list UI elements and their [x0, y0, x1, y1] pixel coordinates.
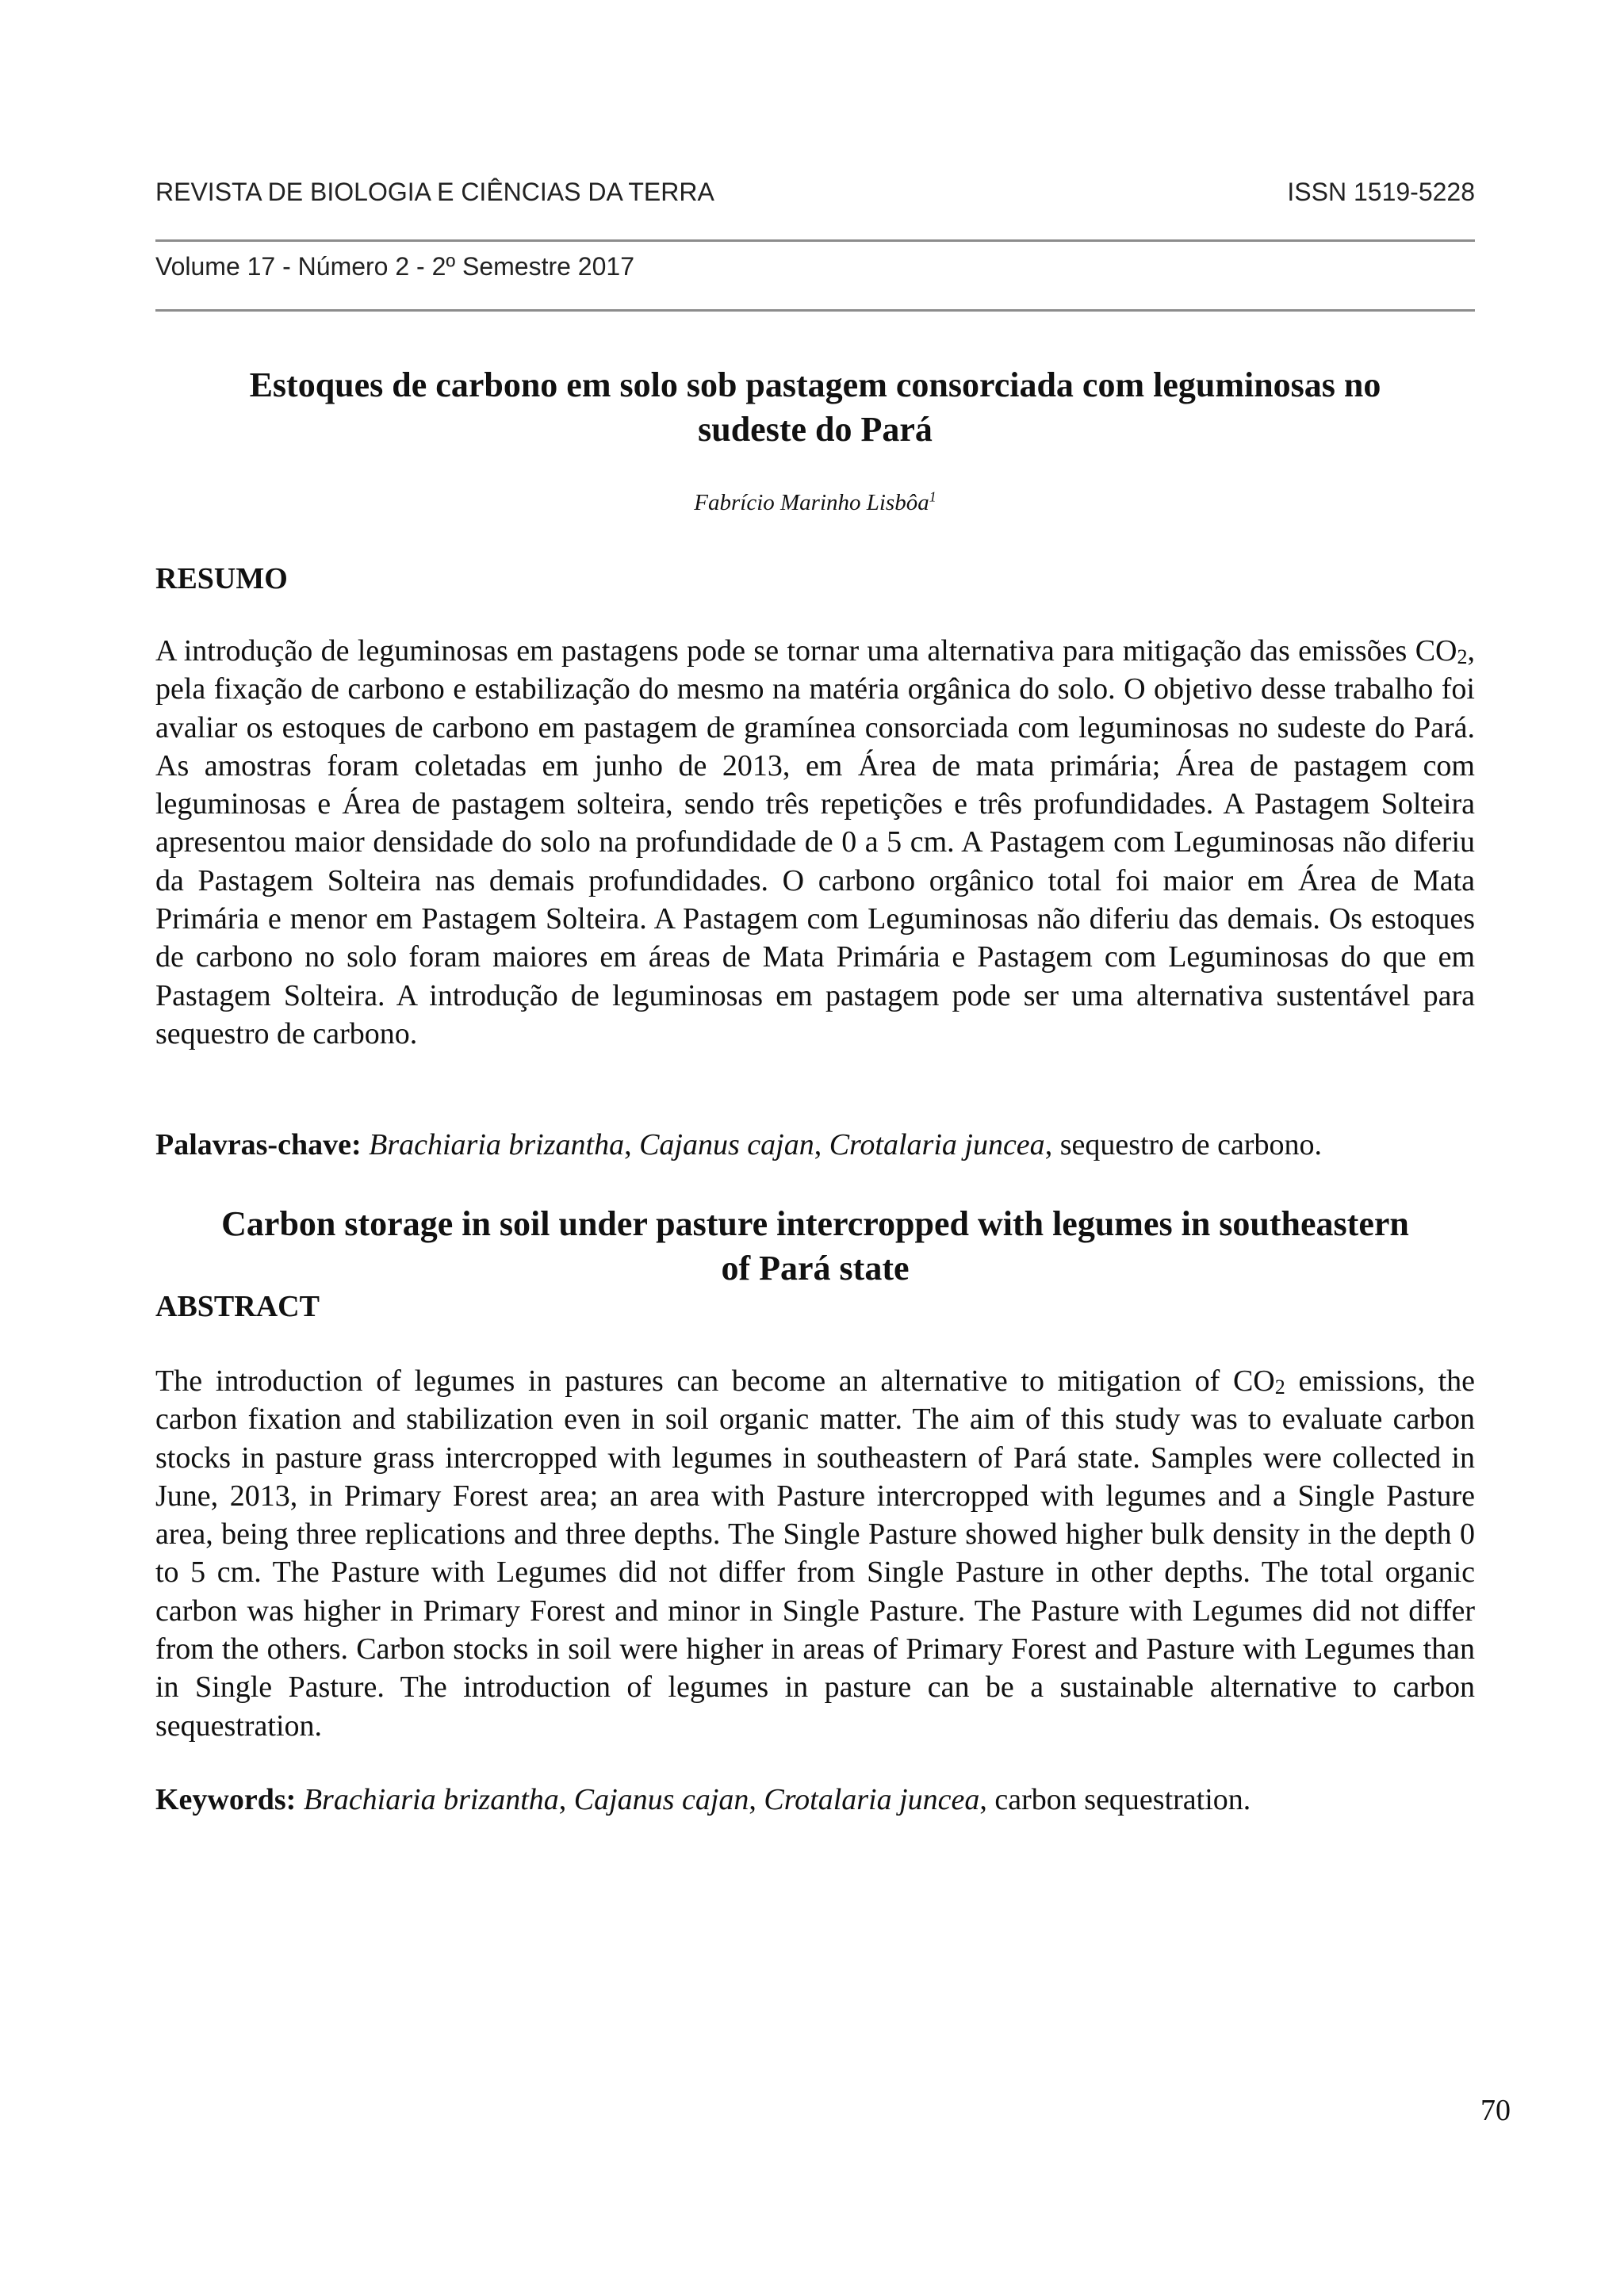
title-pt-line1: Estoques de carbono em solo sob pastagem consorciada com leguminosas no [249, 365, 1381, 404]
header-divider-top [155, 239, 1475, 242]
keyword-en-rest: , carbon sequestration. [979, 1783, 1251, 1816]
keyword-en-3: Crotalaria juncea [764, 1783, 980, 1816]
resumo-co2-subscript: 2 [1457, 645, 1468, 668]
resumo-text-b: , pela fixação de carbono e estabilização do mesmo na matéria orgânica do solo. O objetivo desse trabalho foi avaliar os estoques de carbono em pastagem de gramínea consorciada com leguminosas no sudeste do Pará. As amostras foram coletadas em junho de 2013, em Área de mata primária; Área de pastagem com leguminosas e Área de pastagem solteira, sendo três repetições e três profundidades. A Pastagem Solteira apresentou maior densidade do solo na profundidade de 0 a 5 cm. A Pastagem com Leguminosas não diferiu da Pastagem Solteira nas demais profundidades. O carbono orgânico total foi maior em Área de Mata Primária e menor em Pastagem Solteira. A Pastagem com Leguminosas não diferiu das demais. Os estoques de carbono no solo foram maiores em áreas de Mata Primária e Pastagem com Leguminosas do que em Pastagem Solteira. A introdução de leguminosas em pastagem pode ser uma alternativa sustentável para sequestro de carbono. [155, 634, 1475, 1050]
title-english [155, 1202, 1475, 1291]
keywords-portuguese [155, 1126, 1475, 1164]
resumo-text-a: A introdução de leguminosas em pastagens pode se tornar uma alternativa para mitigação das emissões CO [155, 634, 1457, 668]
title-portuguese [155, 363, 1475, 452]
keyword-pt-rest: , sequestro de carbono. [1044, 1128, 1322, 1161]
abstract-heading: ABSTRACT [155, 1290, 320, 1323]
keywords-en-label: Keywords: [155, 1783, 297, 1816]
abstract-co2-subscript: 2 [1274, 1376, 1285, 1399]
keyword-pt-3: Crotalaria juncea [829, 1128, 1045, 1161]
keyword-en-sep1: , [558, 1783, 574, 1816]
keyword-en-2: Cajanus cajan [573, 1783, 749, 1816]
resumo-paragraph [155, 632, 1475, 1053]
resumo-heading: RESUMO [155, 562, 288, 595]
keyword-en-1: Brachiaria brizantha [303, 1783, 559, 1816]
author-name: Fabrício Marinho Lisbôa [694, 490, 929, 515]
volume-info: Volume 17 - Número 2 - 2º Semestre 2017 [155, 252, 634, 281]
page-number: 70 [1480, 2094, 1511, 2127]
issn: ISSN 1519-5228 [1287, 178, 1475, 206]
keyword-pt-1: Brachiaria brizantha [369, 1128, 625, 1161]
abstract-text-a: The introduction of legumes in pastures can become an alternative to mitigation of CO [155, 1364, 1275, 1398]
header-divider-bottom [155, 309, 1475, 312]
title-en-line1: Carbon storage in soil under pasture intercropped with legumes in southeastern [221, 1204, 1409, 1243]
journal-name: REVISTA DE BIOLOGIA E CIÊNCIAS DA TERRA [155, 178, 714, 206]
author-footnote-mark: 1 [929, 488, 936, 505]
keyword-pt-2: Cajanus cajan [639, 1128, 814, 1161]
title-pt-line2: sudeste do Pará [698, 410, 933, 449]
title-en-line2: of Pará state [721, 1249, 910, 1288]
keyword-en-sep2: , [749, 1783, 764, 1816]
abstract-text-b: emissions, the carbon fixation and stabilization even in soil organic matter. The aim of this study was to evaluate carbon stocks in pasture grass intercropped with legumes in southeastern of Pará state. Samples were collected in June, 2013, in Primary Forest area; an area with Pasture intercropped with legumes and a Single Pasture area, being three replications and three depths. The Single Pasture showed higher bulk density in the depth 0 to 5 cm. The Pasture with Legumes did not differ from Single Pasture in other depths. The total organic carbon was higher in Primary Forest and minor in Single Pasture. The Pasture with Legumes did not differ from the others. Carbon stocks in soil were higher in areas of Primary Forest and Pasture with Legumes than in Single Pasture. The introduction of legumes in pasture can be a sustainable alternative to carbon sequestration. [155, 1364, 1475, 1743]
keywords-pt-label: Palavras-chave: [155, 1128, 362, 1161]
keyword-pt-sep2: , [814, 1128, 829, 1161]
keywords-english [155, 1781, 1475, 1819]
abstract-paragraph [155, 1362, 1475, 1745]
running-header [155, 178, 1475, 207]
keyword-pt-sep1: , [624, 1128, 640, 1161]
author [155, 490, 1475, 516]
